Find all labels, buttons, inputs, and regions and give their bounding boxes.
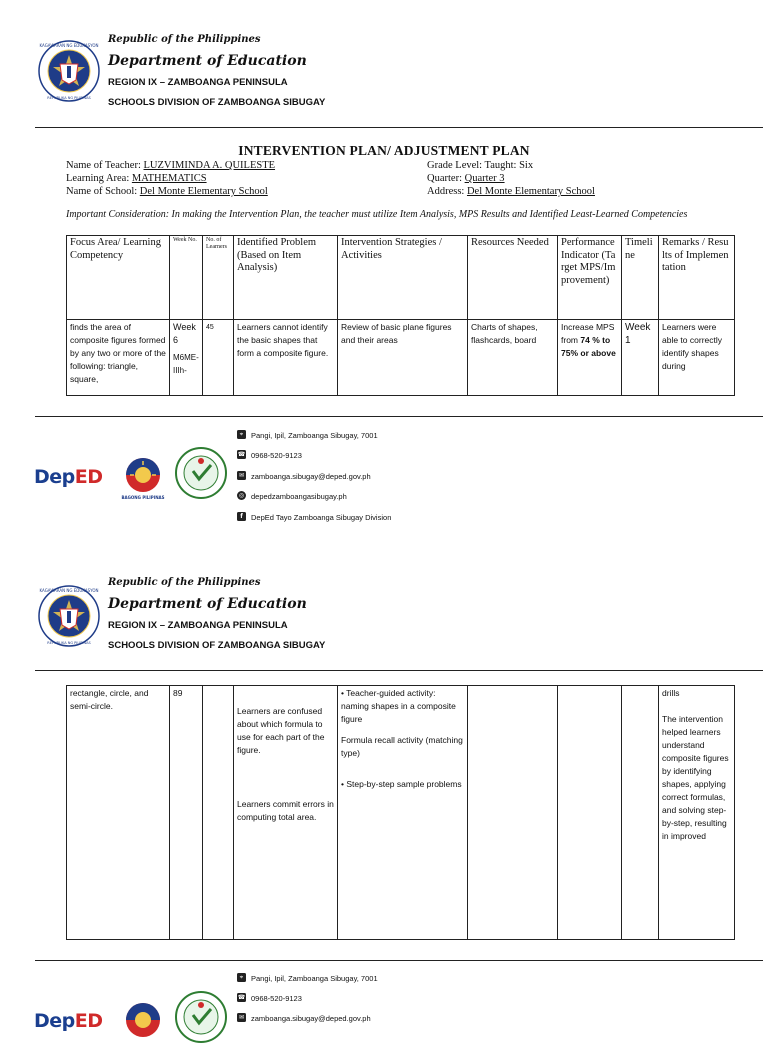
- table-header-row: [67, 236, 735, 320]
- globe-icon: ◎: [238, 492, 245, 499]
- email-icon: ✉: [238, 1014, 245, 1021]
- header-learners: No. of Learners: [203, 236, 234, 320]
- deped-seal-icon: [38, 40, 100, 102]
- facebook-icon: f: [237, 512, 246, 521]
- row1-code: M6ME-IIIh-: [173, 353, 199, 375]
- region-text: REGION IX – ZAMBOANGA PENINSULA: [108, 620, 288, 631]
- row1-remarks: Learners were able to correctly identify shapes during: [659, 320, 735, 396]
- bagong-pilipinas-logo: [118, 1000, 168, 1046]
- row1-resources: Charts of shapes, flashcards, board: [468, 320, 558, 396]
- row2-strategies: [338, 686, 468, 940]
- department-title: Department of Education: [108, 596, 307, 612]
- footer-divider: [35, 960, 763, 961]
- header-divider: [35, 670, 763, 671]
- row1-learners: 45: [203, 320, 234, 396]
- deped-seal-icon: [38, 585, 100, 647]
- location-icon: ⌖: [237, 430, 246, 439]
- footer-address: Pangi, Ipil, Zamboanga Sibugay, 7001: [251, 974, 378, 983]
- row2-remarks-1: drills: [662, 688, 680, 698]
- svg-text:KAGAWARAN NG EDUKASYON: KAGAWARAN NG EDUKASYON: [39, 43, 99, 48]
- school-label: Name of School:: [66, 186, 138, 197]
- teacher-name: LUZVIMINDA A. QUILESTE: [143, 160, 276, 171]
- row1-week-no: Week 6: [173, 322, 196, 345]
- header-remarks: Remarks / Results of Implementation: [659, 236, 735, 320]
- document-title: INTERVENTION PLAN/ ADJUSTMENT PLAN: [238, 143, 530, 158]
- header-problem: Identified Problem (Based on Item Analysis): [234, 236, 338, 320]
- address-label: Address:: [427, 186, 465, 197]
- sdo-seal-icon: [175, 991, 227, 1043]
- footer-phone: 0968-520-9123: [251, 994, 302, 1003]
- row1-indicator-target: 74 % to 75% or above: [561, 335, 616, 358]
- header-indicator: Performance Indicator (Target MPS/Improvement): [558, 236, 622, 320]
- phone-icon: ☎: [237, 994, 246, 1001]
- footer-email: zamboanga.sibugay@deped.gov.ph: [251, 1014, 371, 1023]
- row1-indicator-text: Increase MPS from: [561, 322, 615, 345]
- deped-logo: DepED: [34, 466, 103, 488]
- row1-week: [170, 320, 203, 396]
- republic-text: Republic of the Philippines: [108, 577, 261, 588]
- footer-address: Pangi, Ipil, Zamboanga Sibugay, 7001: [251, 431, 378, 440]
- address-line: [427, 185, 595, 198]
- row2-problem: [234, 686, 338, 940]
- row2-strategy-2: Formula recall activity (matching type): [341, 735, 463, 758]
- row1-strategies: Review of basic plane figures and their areas: [338, 320, 468, 396]
- quarter-value: Quarter 3: [464, 173, 505, 184]
- row2-strategy-1: • Teacher-guided activity: naming shapes in a composite figure: [341, 688, 456, 724]
- row1-focus: finds the area of composite figures formed by any two or more of the following: triangle, square,: [67, 320, 170, 396]
- footer-facebook: DepEd Tayo Zamboanga Sibugay Division: [251, 513, 392, 522]
- svg-text:REPUBLIKA NG PILIPINAS: REPUBLIKA NG PILIPINAS: [47, 96, 91, 100]
- svg-text:REPUBLIKA NG PILIPINAS: REPUBLIKA NG PILIPINAS: [47, 641, 91, 645]
- republic-text: Republic of the Philippines: [108, 34, 261, 45]
- header-strategies: Intervention Strategies / Activities: [338, 236, 468, 320]
- division-text: SCHOOLS DIVISION OF ZAMBOANGA SIBUGAY: [108, 640, 326, 651]
- row1-indicator: [558, 320, 622, 396]
- row2-focus: rectangle, circle, and semi-circle.: [67, 686, 170, 940]
- row2-indicator: [558, 686, 622, 940]
- row2-problem-2: Learners commit errors in computing total area.: [237, 799, 334, 822]
- row2-problem-1: Learners are confused about which formula to use for each part of the figure.: [237, 706, 325, 755]
- area-line: [66, 172, 207, 185]
- row2-strategy-3: • Step-by-step sample problems: [341, 779, 462, 789]
- footer-email: zamboanga.sibugay@deped.gov.ph: [251, 472, 371, 481]
- address-value: Del Monte Elementary School: [466, 186, 595, 197]
- row2-learners: [203, 686, 234, 940]
- header-week: Week No.: [170, 236, 203, 320]
- table-row: [67, 686, 735, 940]
- header-focus: Focus Area/ Learning Competency: [67, 236, 170, 320]
- area-label: Learning Area:: [66, 173, 130, 184]
- school-value: Del Monte Elementary School: [139, 186, 268, 197]
- phone-icon: ☎: [237, 451, 246, 458]
- location-icon: ⌖: [237, 973, 246, 982]
- svg-text:KAGAWARAN NG EDUKASYON: KAGAWARAN NG EDUKASYON: [39, 588, 99, 593]
- row2-week: 89: [170, 686, 203, 940]
- consideration-note: Important Consideration: In making the Intervention Plan, the teacher must utilize Item Analysis, MPS Results and Identified Least-Learned Competencies: [66, 209, 688, 220]
- plan-table-page1: [66, 235, 735, 396]
- row2-remarks: [659, 686, 735, 940]
- header-divider: [35, 127, 763, 128]
- row1-timeline: Week 1: [622, 320, 659, 396]
- footer-website: depedzamboangasibugay.ph: [251, 492, 347, 501]
- sdo-seal-icon: [175, 447, 227, 499]
- teacher-label: Name of Teacher:: [66, 160, 141, 171]
- footer-divider: [35, 416, 763, 417]
- region-text: REGION IX – ZAMBOANGA PENINSULA: [108, 77, 288, 88]
- school-line: [66, 185, 268, 198]
- department-title: Department of Education: [108, 53, 307, 69]
- quarter-label: Quarter:: [427, 173, 462, 184]
- row2-remarks-2: The intervention helped learners understand composite figures by identifying shapes, applying correct formulas, and solving step-by-step, resulting in improved: [662, 714, 729, 841]
- division-text: SCHOOLS DIVISION OF ZAMBOANGA SIBUGAY: [108, 97, 326, 108]
- row2-timeline: [622, 686, 659, 940]
- quarter-line: [427, 172, 505, 185]
- email-icon: ✉: [238, 472, 245, 479]
- row1-problem: Learners cannot identify the basic shapes that form a composite figure.: [234, 320, 338, 396]
- header-resources: Resources Needed: [468, 236, 558, 320]
- grade-line: Grade Level: Taught: Six: [427, 160, 534, 171]
- deped-logo: DepED: [34, 1010, 103, 1032]
- header-timeline: Timeline: [622, 236, 659, 320]
- area-value: MATHEMATICS: [131, 173, 207, 184]
- plan-table-page2: [66, 685, 735, 940]
- table-row: [67, 320, 735, 396]
- bagong-pilipinas-logo: [118, 455, 168, 501]
- svg-text:BAGONG PILIPINAS: BAGONG PILIPINAS: [121, 495, 165, 500]
- row2-resources: [468, 686, 558, 940]
- teacher-line: [66, 159, 275, 172]
- footer-phone: 0968-520-9123: [251, 451, 302, 460]
